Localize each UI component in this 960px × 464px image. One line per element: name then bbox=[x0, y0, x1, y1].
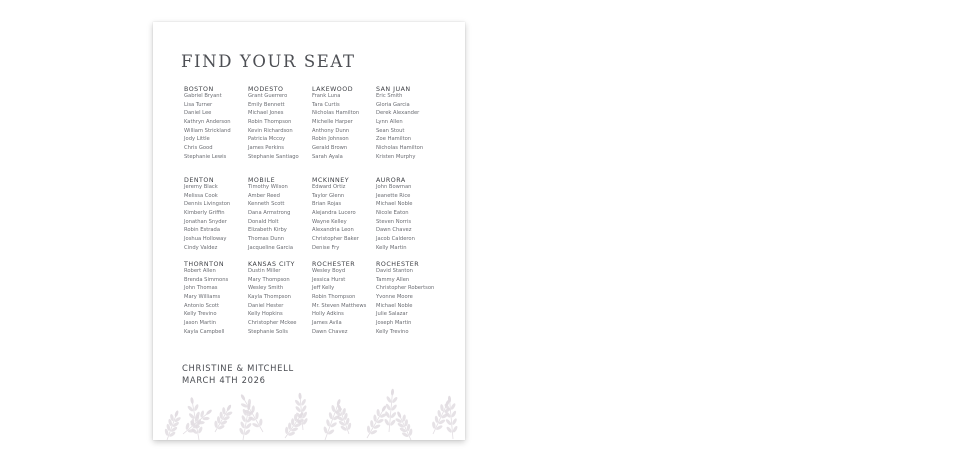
seating-chart-sign bbox=[153, 22, 465, 440]
guest-name: Christopher Robertson bbox=[376, 285, 435, 292]
guest-name: Denise Fry bbox=[312, 244, 340, 251]
guest-name: Kelly Trevino bbox=[376, 328, 409, 335]
guest-name: Nicholas Hamilton bbox=[312, 110, 360, 117]
guest-name: Amber Reed bbox=[248, 192, 280, 199]
guest-name: Jeanette Rice bbox=[376, 192, 411, 199]
table-block bbox=[312, 261, 376, 339]
guest-name: Donald Holt bbox=[248, 218, 279, 225]
guest-list bbox=[248, 94, 312, 164]
table-block bbox=[376, 261, 440, 339]
guest-name: Gabriel Bryant bbox=[184, 93, 222, 99]
guest-name: Elizabeth Kirby bbox=[248, 227, 287, 234]
guest-list bbox=[312, 94, 376, 164]
table-name: DENTON bbox=[184, 177, 215, 184]
foliage-decoration bbox=[153, 382, 465, 440]
guest-name: Yvonne Moore bbox=[376, 294, 413, 301]
table-block bbox=[248, 177, 312, 255]
table-name: ROCHESTER bbox=[376, 261, 420, 268]
guest-name: Frank Luna bbox=[312, 93, 341, 99]
guest-name: Kayla Campbell bbox=[184, 328, 225, 335]
guest-name: Lynn Allen bbox=[376, 119, 403, 126]
guest-name: Tara Curtis bbox=[312, 101, 340, 108]
guest-name: Dustin Miller bbox=[248, 268, 281, 274]
guest-name: Robin Thompson bbox=[312, 294, 356, 301]
table-block bbox=[376, 86, 440, 164]
guest-name: Zoe Hamilton bbox=[376, 136, 412, 143]
guest-name: Joshua Holloway bbox=[184, 236, 227, 243]
guest-name: Dawn Chavez bbox=[312, 328, 348, 335]
guest-name: Mary Williams bbox=[184, 294, 221, 301]
guest-name: Joseph Martin bbox=[376, 320, 412, 327]
couple-names: CHRISTINE & MITCHELL bbox=[182, 363, 294, 373]
guest-name: Michael Jones bbox=[248, 110, 284, 117]
guest-name: Kelly Martin bbox=[376, 244, 407, 251]
table-block bbox=[376, 177, 440, 255]
guest-name: Robin Estrada bbox=[184, 227, 221, 234]
guest-name: Alejandra Lucero bbox=[312, 210, 356, 217]
guest-name: Steven Norris bbox=[376, 218, 412, 225]
sign-title: FIND YOUR SEAT bbox=[181, 52, 356, 71]
guest-name: Melissa Cook bbox=[184, 192, 218, 199]
guest-name: Kelly Hopkins bbox=[248, 311, 283, 318]
guest-name: Edward Ortiz bbox=[312, 184, 346, 190]
guest-name: Stephanie Lewis bbox=[184, 153, 227, 160]
guest-name: Grant Guerrero bbox=[248, 93, 288, 99]
guest-name: Jonathan Snyder bbox=[184, 218, 227, 225]
guest-name: Brian Rojas bbox=[312, 201, 342, 208]
guest-name: Christopher Baker bbox=[312, 236, 359, 243]
guest-name: Daniel Hester bbox=[248, 302, 284, 309]
guest-name: Anthony Dunn bbox=[312, 127, 350, 134]
guest-list bbox=[376, 269, 440, 339]
table-name: MOBILE bbox=[248, 177, 276, 184]
guest-list bbox=[184, 269, 248, 339]
guest-name: Gloria Garcia bbox=[376, 101, 410, 108]
table-block bbox=[312, 177, 376, 255]
guest-name: Stephanie Solis bbox=[248, 328, 288, 335]
guest-name: Nicholas Hamilton bbox=[376, 145, 424, 152]
guest-name: James Avila bbox=[312, 320, 342, 327]
table-block bbox=[184, 177, 248, 255]
guest-name: Kenneth Scott bbox=[248, 201, 285, 208]
guest-name: Mr. Steven Matthews bbox=[312, 302, 367, 309]
guest-name: Sean Stout bbox=[376, 127, 405, 134]
guest-name: Jeff Kelly bbox=[312, 285, 335, 292]
guest-name: Chris Good bbox=[184, 145, 213, 152]
table-name: KANSAS CITY bbox=[248, 261, 295, 268]
guest-list bbox=[184, 94, 248, 164]
guest-name: Brenda Simmons bbox=[184, 276, 229, 283]
guest-name: Eric Smith bbox=[376, 93, 403, 99]
guest-name: Dennis Livingston bbox=[184, 201, 231, 208]
guest-list bbox=[312, 185, 376, 255]
guest-name: Kevin Richardson bbox=[248, 127, 293, 134]
guest-name: Jessica Hurst bbox=[312, 276, 346, 283]
table-name: MCKINNEY bbox=[312, 177, 350, 184]
guest-name: Kathryn Anderson bbox=[184, 119, 231, 126]
guest-name: Alexandria Leon bbox=[312, 227, 354, 234]
guest-name: Christopher Mckee bbox=[248, 320, 297, 327]
guest-name: Derek Alexander bbox=[376, 110, 420, 117]
guest-name: Nicole Eaton bbox=[376, 210, 409, 217]
guest-list bbox=[248, 269, 312, 339]
guest-name: Thomas Dunn bbox=[248, 236, 285, 243]
guest-name: Dawn Chavez bbox=[376, 227, 412, 234]
guest-name: James Perkins bbox=[248, 145, 285, 152]
guest-name: Lisa Turner bbox=[184, 101, 213, 108]
guest-name: Wesley Smith bbox=[248, 285, 284, 292]
table-block bbox=[184, 261, 248, 339]
guest-name: Kimberly Griffin bbox=[184, 210, 225, 217]
leaf-sprig bbox=[383, 388, 399, 432]
guest-name: Daniel Lee bbox=[184, 110, 212, 117]
leaf-sprig bbox=[179, 405, 216, 439]
guest-list bbox=[376, 185, 440, 255]
guest-name: Jody Little bbox=[184, 136, 210, 143]
guest-name: Wesley Boyd bbox=[312, 268, 346, 274]
guest-list bbox=[376, 94, 440, 164]
table-name: MODESTO bbox=[248, 86, 284, 93]
guest-name: Sarah Ayala bbox=[312, 153, 343, 160]
table-name: SAN JUAN bbox=[376, 86, 411, 93]
guest-name: John Thomas bbox=[184, 285, 218, 292]
guest-name: Holly Adkins bbox=[312, 311, 344, 318]
guest-name: Michael Noble bbox=[376, 201, 413, 208]
guest-name: Kayla Thompson bbox=[248, 294, 291, 301]
guest-name: Jacqueline Garcia bbox=[248, 244, 294, 251]
guest-name: Jason Martin bbox=[184, 320, 217, 327]
table-name: ROCHESTER bbox=[312, 261, 356, 268]
guest-list bbox=[248, 185, 312, 255]
guest-name: Jeremy Black bbox=[184, 184, 218, 190]
guest-name: Cindy Valdez bbox=[184, 244, 218, 251]
guest-list bbox=[184, 185, 248, 255]
guest-name: Antonio Scott bbox=[184, 302, 219, 309]
guest-name: Patricia Mccoy bbox=[248, 136, 286, 143]
table-name: LAKEWOOD bbox=[312, 86, 354, 93]
guest-name: Emily Bennett bbox=[248, 101, 285, 108]
guest-name: Robin Johnson bbox=[312, 136, 349, 143]
guest-name: Michelle Harper bbox=[312, 119, 353, 126]
guest-name: Taylor Glenn bbox=[312, 192, 345, 199]
guest-name: Julie Salazar bbox=[376, 311, 408, 318]
guest-name: Mary Thompson bbox=[248, 276, 290, 283]
table-name: AURORA bbox=[376, 177, 406, 184]
guest-list bbox=[312, 269, 376, 339]
leaf-sprig bbox=[209, 402, 236, 436]
table-block bbox=[248, 86, 312, 164]
table-block bbox=[248, 261, 312, 339]
table-name: THORNTON bbox=[184, 261, 225, 268]
leaf-sprig bbox=[161, 408, 184, 440]
guest-name: Wayne Kelley bbox=[312, 218, 347, 225]
guest-name: Stephanie Santiago bbox=[248, 153, 299, 160]
guest-name: Robert Allen bbox=[184, 268, 216, 274]
guest-name: John Bowman bbox=[376, 184, 412, 190]
guest-name: Robin Thompson bbox=[248, 119, 292, 126]
guest-name: David Stanton bbox=[376, 268, 413, 274]
guest-name: Timothy Wilson bbox=[248, 184, 288, 190]
guest-name: Gerald Brown bbox=[312, 145, 348, 152]
table-name: BOSTON bbox=[184, 86, 214, 93]
guest-name: Jacob Calderon bbox=[376, 236, 415, 243]
guest-name: William Strickland bbox=[184, 127, 231, 134]
event-date: MARCH 4TH 2026 bbox=[182, 374, 266, 385]
table-block bbox=[312, 86, 376, 164]
guest-name: Kristen Murphy bbox=[376, 153, 416, 160]
guest-name: Dana Armstrong bbox=[248, 210, 291, 217]
guest-name: Tammy Allen bbox=[376, 276, 410, 283]
table-block bbox=[184, 86, 248, 164]
guest-name: Kelly Trevino bbox=[184, 311, 217, 318]
guest-name: Michael Noble bbox=[376, 302, 413, 309]
